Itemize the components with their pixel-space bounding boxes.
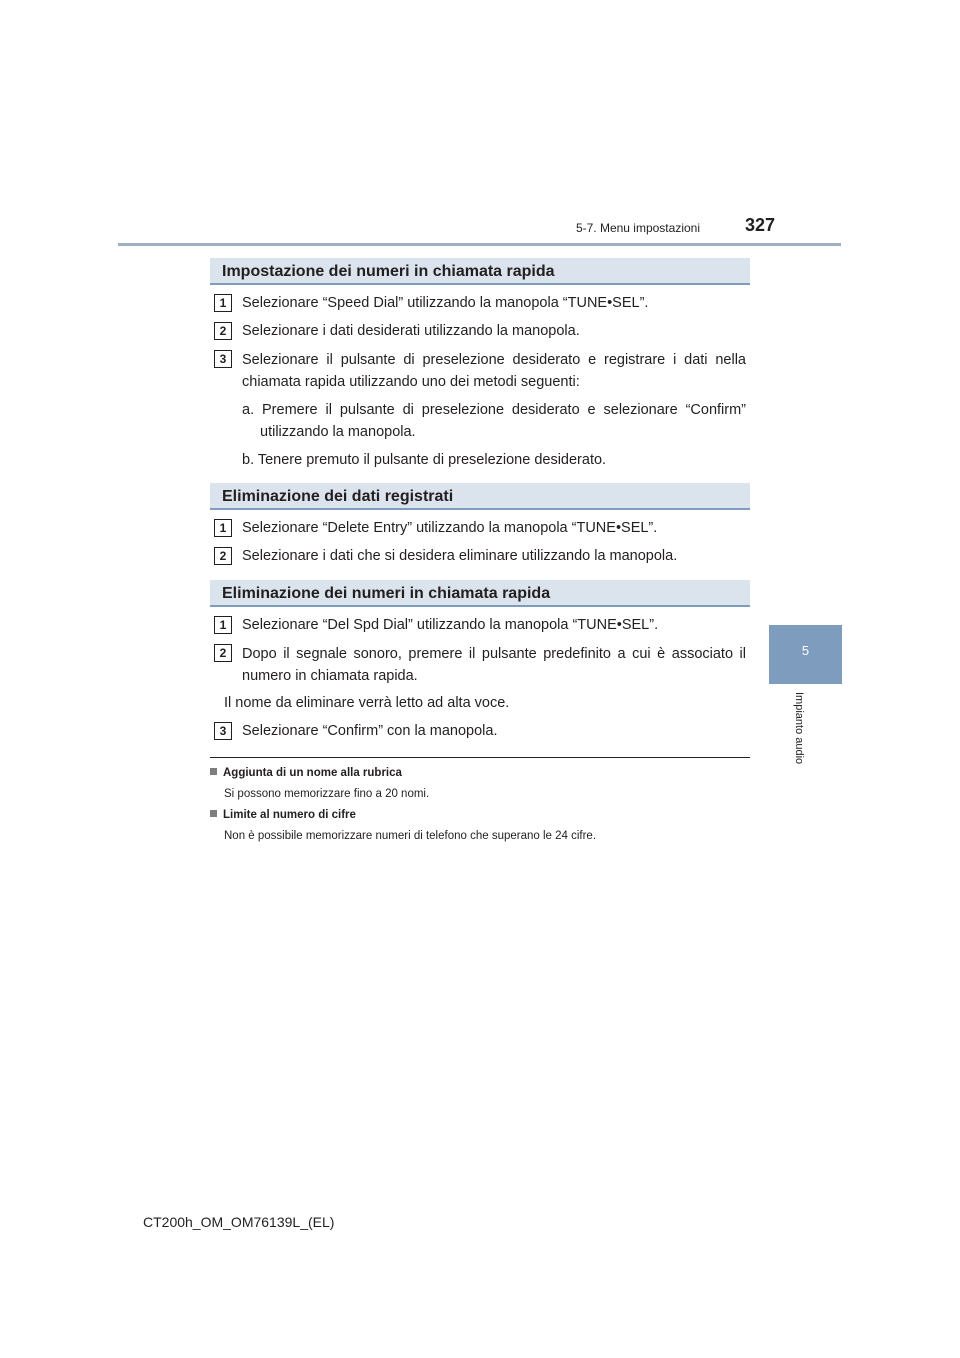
header-rule xyxy=(118,243,841,246)
step-number: 2 xyxy=(214,644,232,662)
substep-b: b. Tenere premuto il pulsante di preselezione desiderato. xyxy=(242,452,607,468)
note-text: Si possono memorizzare fino a 20 nomi. xyxy=(224,788,430,800)
document-code: CT200h_OM_OM76139L_(EL) xyxy=(143,1214,335,1230)
step-text: Selezionare i dati desiderati utilizzando la manopola. xyxy=(242,323,580,339)
section-note: Il nome da eliminare verrà letto ad alta voce. xyxy=(224,695,510,711)
note-text: Non è possibile memorizzare numeri di telefono che superano le 24 cifre. xyxy=(224,830,597,842)
step-text: Selezionare “Del Spd Dial” utilizzando la manopola “TUNE•SEL”. xyxy=(242,617,659,633)
section-heading-speed-dial-setup: Impostazione dei numeri in chiamata rapida xyxy=(210,258,750,285)
square-bullet-icon xyxy=(210,810,217,817)
substep-a: a. Premere il pulsante di preselezione desiderato e selezionare “Confirm” utilizzando la manopola. xyxy=(242,402,746,440)
step-text: Selezionare i dati che si desidera eliminare utilizzando la manopola. xyxy=(242,548,678,564)
step-number: 3 xyxy=(214,722,232,740)
notes-divider xyxy=(210,757,750,758)
step-number: 1 xyxy=(214,519,232,537)
step-text: Selezionare il pulsante di preselezione desiderato e registrare i dati nella chiamata rapida utilizzando uno dei metodi seguenti: xyxy=(242,352,746,390)
step-number: 1 xyxy=(214,616,232,634)
section-heading-delete-speed-dial: Eliminazione dei numeri in chiamata rapida xyxy=(210,580,750,607)
step-number: 3 xyxy=(214,350,232,368)
step-number: 1 xyxy=(214,294,232,312)
page-number: 327 xyxy=(744,215,775,235)
header-section-title: 5-7. Menu impostazioni xyxy=(575,221,700,235)
square-bullet-icon xyxy=(210,768,217,775)
step-number: 2 xyxy=(214,547,232,565)
step-number: 2 xyxy=(214,322,232,340)
chapter-tab: 5 xyxy=(769,625,842,684)
step-text: Selezionare “Confirm” con la manopola. xyxy=(242,723,498,739)
step-text: Selezionare “Speed Dial” utilizzando la manopola “TUNE•SEL”. xyxy=(242,295,649,311)
note-title: Aggiunta di un nome alla rubrica xyxy=(210,767,402,779)
step-text: Selezionare “Delete Entry” utilizzando la manopola “TUNE•SEL”. xyxy=(242,520,658,536)
note-title: Limite al numero di cifre xyxy=(210,809,356,821)
section-heading-delete-entry: Eliminazione dei dati registrati xyxy=(210,483,750,510)
chapter-tab-label: Impianto audio xyxy=(793,692,805,765)
step-text: Dopo il segnale sonoro, premere il pulsante predefinito a cui è associato il numero in chiamata rapida. xyxy=(242,646,746,684)
